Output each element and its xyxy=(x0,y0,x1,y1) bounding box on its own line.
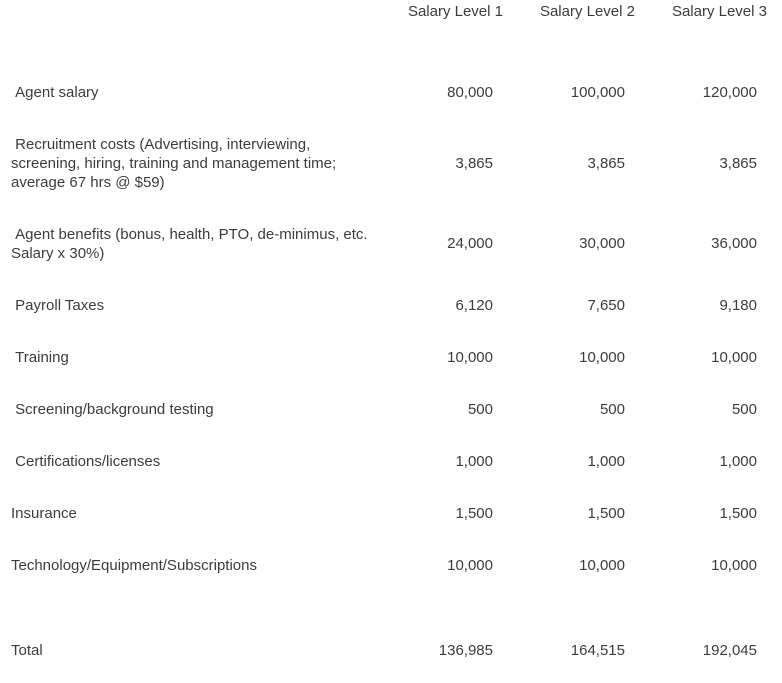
value-cell: 1,500 xyxy=(587,504,625,522)
row-label: Agent benefits (bonus, health, PTO, de-minimus, etc. Salary x 30%) xyxy=(11,225,372,262)
value-cell: 10,000 xyxy=(711,556,757,574)
total-value-cell: 192,045 xyxy=(702,641,757,659)
value-cell: 6,120 xyxy=(455,296,493,314)
header-row xyxy=(0,0,775,66)
value-cell: 3,865 xyxy=(587,154,625,172)
table-row-insurance xyxy=(0,487,775,539)
spacer-cell xyxy=(379,591,511,624)
value-cell: 1,000 xyxy=(455,452,493,470)
total-value-cell: 136,985 xyxy=(438,641,493,659)
value-cell: 1,000 xyxy=(587,452,625,470)
value-cell: 80,000 xyxy=(447,83,493,101)
value-cell: 10,000 xyxy=(447,348,493,366)
value-cell: 7,650 xyxy=(587,296,625,314)
table-row-training xyxy=(0,331,775,383)
value-cell: 1,500 xyxy=(455,504,493,522)
row-label: Training xyxy=(11,348,69,366)
value-cell: 3,865 xyxy=(455,154,493,172)
spacer-cell xyxy=(643,591,775,624)
value-cell: 24,000 xyxy=(447,235,493,252)
value-cell: 9,180 xyxy=(719,296,757,314)
value-cell: 10,000 xyxy=(711,348,757,366)
table-row-screening xyxy=(0,383,775,435)
column-header-salary-level-1: Salary Level 1 xyxy=(407,3,503,20)
value-cell: 500 xyxy=(731,400,757,418)
row-label: Technology/Equipment/Subscriptions xyxy=(11,556,257,574)
value-cell: 1,500 xyxy=(719,504,757,522)
spacer-row xyxy=(0,591,775,624)
total-value-cell: 164,515 xyxy=(570,641,625,659)
row-label: Payroll Taxes xyxy=(11,296,105,314)
value-cell: 500 xyxy=(467,400,493,418)
value-cell: 500 xyxy=(599,400,625,418)
row-label: Insurance xyxy=(11,504,77,522)
value-cell: 10,000 xyxy=(579,348,625,366)
total-row-label: Total xyxy=(11,641,43,659)
table-row-certifications xyxy=(0,435,775,487)
column-header-salary-level-3: Salary Level 3 xyxy=(671,3,767,20)
value-cell: 30,000 xyxy=(579,235,625,252)
spacer-cell xyxy=(0,591,379,624)
row-label: Recruitment costs (Advertising, interviewing, screening, hiring, training and management time; average 67 hrs @ $59) xyxy=(11,135,341,191)
row-label: Certifications/licenses xyxy=(11,452,161,470)
row-label: Screening/background testing xyxy=(11,400,214,418)
value-cell: 120,000 xyxy=(702,83,757,101)
value-cell: 1,000 xyxy=(719,452,757,470)
value-cell: 10,000 xyxy=(447,556,493,574)
table-row-agent-benefits xyxy=(0,208,775,279)
spacer-cell xyxy=(511,591,643,624)
table-row-technology xyxy=(0,539,775,591)
value-cell: 36,000 xyxy=(711,235,757,252)
value-cell: 100,000 xyxy=(570,83,625,101)
table-row-payroll-taxes xyxy=(0,279,775,331)
table-row-total xyxy=(0,624,775,676)
value-cell: 3,865 xyxy=(719,154,757,172)
column-header-salary-level-2: Salary Level 2 xyxy=(539,3,635,20)
table-row-recruitment-costs xyxy=(0,118,775,208)
corner-cell xyxy=(0,0,379,66)
table-row-agent-salary xyxy=(0,66,775,118)
row-label: Agent salary xyxy=(11,83,99,101)
value-cell: 10,000 xyxy=(579,556,625,574)
